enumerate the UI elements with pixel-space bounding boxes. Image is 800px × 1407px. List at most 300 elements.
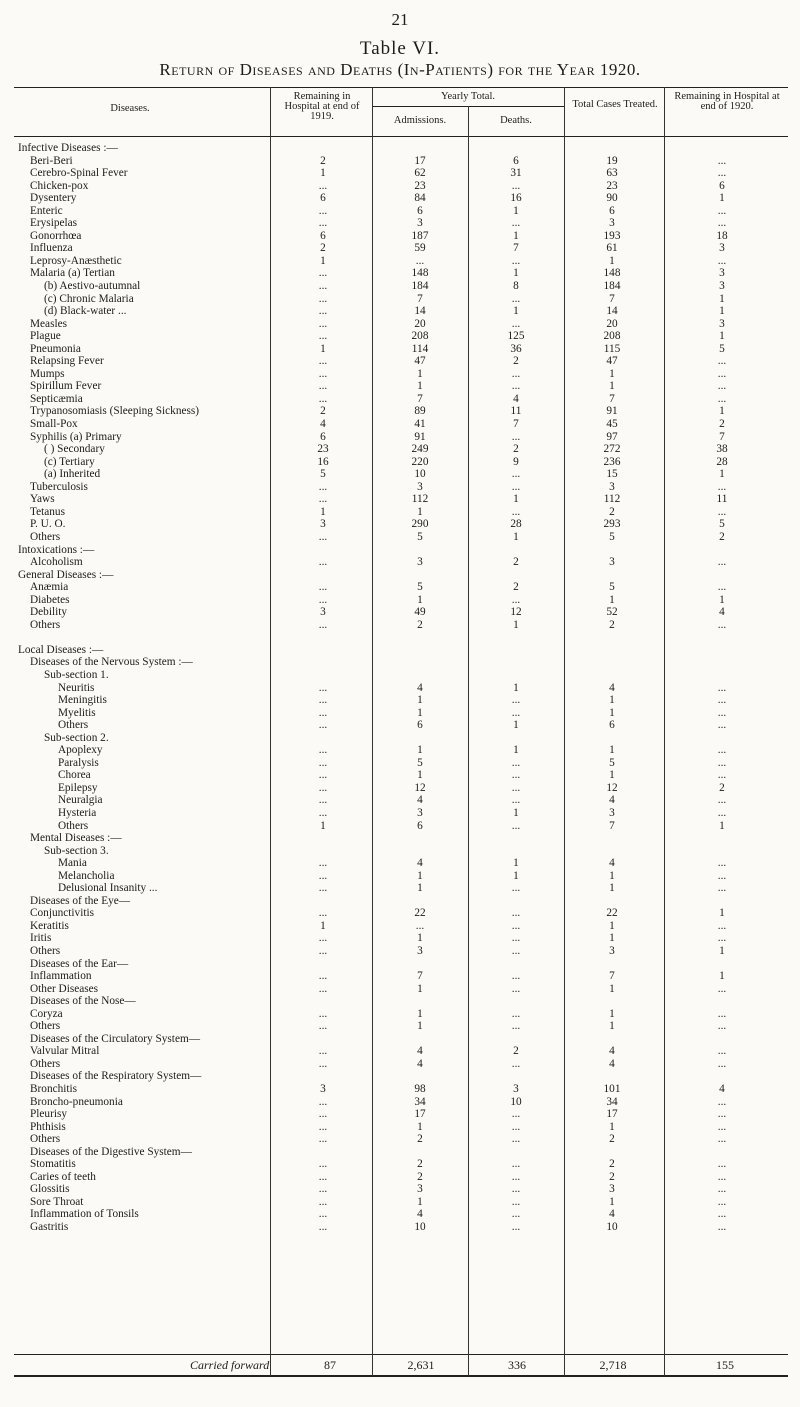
remaining-start-cell: ... [318, 618, 328, 631]
deaths-cell: 1 [513, 530, 519, 543]
header-remaining-start: Remaining in Hospital at end of 1919. [284, 91, 360, 122]
remaining-end-cell: ... [717, 794, 727, 807]
table-row [0, 932, 800, 945]
total-treated-cell: 97 [606, 430, 618, 443]
admissions-cell: 3 [417, 480, 423, 493]
admissions-cell: 49 [414, 606, 426, 619]
table-row [0, 594, 800, 607]
deaths-cell: ... [511, 593, 521, 606]
disease-name: Trypanosomiasis (Sleeping Sickness) [30, 405, 200, 418]
disease-name: Erysipelas [30, 217, 78, 230]
total-treated-cell: 115 [603, 342, 621, 355]
table-row [0, 1045, 800, 1058]
admissions-cell: 6 [417, 204, 423, 217]
disease-name: Phthisis [30, 1120, 66, 1133]
deaths-cell: 1 [513, 869, 519, 882]
total-treated-cell: 4 [609, 1208, 615, 1221]
remaining-start-cell: 6 [320, 430, 326, 443]
disease-name: Debility [30, 606, 68, 619]
remaining-start-cell: 3 [320, 518, 326, 531]
deaths-cell: ... [511, 1158, 521, 1171]
deaths-cell: ... [511, 292, 521, 305]
table-row [0, 581, 800, 594]
disease-name: (a) Inherited [44, 468, 101, 481]
disease-name: ( ) Secondary [44, 443, 105, 456]
table-row [0, 682, 800, 695]
deaths-cell: ... [511, 1020, 521, 1033]
admissions-cell: 59 [414, 242, 426, 255]
deaths-cell: ... [511, 706, 521, 719]
remaining-end-cell: 7 [719, 430, 725, 443]
deaths-cell: ... [511, 769, 521, 782]
deaths-cell: ... [511, 907, 521, 920]
remaining-end-cell: ... [717, 367, 727, 380]
admissions-cell: 208 [411, 330, 429, 343]
page-number: 21 [391, 10, 409, 29]
remaining-end-cell: ... [717, 1133, 727, 1146]
disease-name: Others [30, 945, 61, 957]
deaths-cell: 2 [513, 443, 519, 456]
deaths-cell: ... [511, 317, 521, 330]
admissions-cell: 2 [417, 1158, 423, 1171]
table-row [0, 907, 800, 920]
section-heading: Mental Diseases :— [30, 832, 122, 845]
admissions-cell: 14 [414, 305, 426, 318]
total-treated-cell: 2 [609, 618, 615, 631]
header-admissions: Admissions. [393, 115, 447, 126]
table-row [0, 945, 800, 958]
table-row [0, 368, 800, 381]
total-treated-cell: 293 [603, 518, 621, 531]
remaining-start-cell: ... [318, 1208, 328, 1221]
admissions-cell: 1 [417, 1195, 423, 1208]
table-row [0, 920, 800, 933]
total-treated-cell: 22 [606, 907, 618, 920]
disease-name: Mania [58, 857, 87, 870]
admissions-cell: 220 [411, 455, 429, 468]
deaths-cell: ... [511, 1007, 521, 1020]
table-row [0, 443, 800, 456]
section-heading-row [0, 569, 800, 582]
admissions-cell: 1 [417, 706, 423, 719]
remaining-start-cell: ... [318, 869, 328, 882]
total-treated-cell: 3 [609, 945, 615, 957]
table-row [0, 205, 800, 218]
section-heading: Infective Diseases :— [18, 142, 118, 154]
deaths-cell: ... [511, 367, 521, 380]
remaining-start-cell: ... [318, 781, 328, 794]
deaths-cell: 1 [513, 229, 519, 242]
remaining-start-cell: 4 [320, 418, 326, 431]
deaths-cell: ... [511, 919, 521, 932]
admissions-cell: 148 [411, 267, 429, 280]
total-treated-cell: 3 [609, 480, 615, 493]
admissions-cell: 114 [411, 342, 429, 355]
remaining-end-cell: ... [717, 1208, 727, 1221]
total-treated-cell: 4 [609, 857, 615, 870]
remaining-start-cell: ... [318, 806, 328, 819]
remaining-start-cell: 1 [320, 819, 326, 832]
table-row [0, 782, 800, 795]
admissions-cell: 23 [414, 179, 426, 192]
admissions-cell: 4 [417, 794, 423, 807]
totals-deaths: 336 [508, 1358, 526, 1372]
deaths-cell: ... [511, 1183, 521, 1196]
section-heading-row [0, 142, 800, 155]
remaining-end-cell: ... [717, 204, 727, 217]
deaths-cell: 4 [513, 392, 519, 405]
totals-remaining-start: 87 [324, 1358, 336, 1372]
deaths-cell: ... [511, 794, 521, 807]
admissions-cell: 62 [414, 167, 426, 180]
remaining-end-cell: 1 [719, 593, 725, 606]
total-treated-cell: 1 [609, 1007, 615, 1020]
disease-name: Paralysis [58, 756, 99, 769]
deaths-cell: 6 [513, 154, 519, 167]
table-row [0, 983, 800, 996]
deaths-cell: ... [511, 1133, 521, 1146]
table-row [0, 180, 800, 193]
disease-name: Others [58, 719, 89, 732]
remaining-end-cell: 4 [719, 1083, 725, 1096]
table-row [0, 1121, 800, 1134]
section-heading: Diseases of the Respiratory System— [30, 1070, 202, 1083]
section-heading-row [0, 895, 800, 908]
disease-name: Cerebro-Spinal Fever [30, 167, 128, 180]
admissions-cell: 1 [417, 744, 423, 757]
remaining-start-cell: 3 [320, 1083, 326, 1096]
remaining-end-cell: ... [717, 1007, 727, 1020]
section-heading: Diseases of the Eye— [30, 894, 131, 907]
disease-name: (b) Aestivo-autumnal [44, 280, 141, 293]
totals-remaining-end: 155 [716, 1358, 734, 1372]
deaths-cell: 1 [513, 204, 519, 217]
table-row [0, 506, 800, 519]
remaining-start-cell: ... [318, 317, 328, 330]
remaining-end-cell: 1 [719, 192, 725, 205]
disease-name: Septicæmia [30, 392, 83, 405]
table-row [0, 870, 800, 883]
total-treated-cell: 193 [603, 229, 621, 242]
total-treated-cell: 1 [609, 869, 615, 882]
table-row [0, 1196, 800, 1209]
deaths-cell: ... [511, 1170, 521, 1183]
remaining-end-cell: ... [717, 618, 727, 631]
table-row [0, 531, 800, 544]
remaining-end-cell: 3 [719, 242, 725, 255]
remaining-start-cell: 5 [320, 468, 326, 481]
disease-name: Enteric [30, 204, 63, 217]
admissions-cell: 4 [417, 1208, 423, 1221]
remaining-end-cell: ... [717, 505, 727, 518]
disease-name: Hysteria [58, 806, 97, 819]
disease-name: Chicken-pox [30, 179, 89, 192]
table-row [0, 255, 800, 268]
remaining-start-cell: ... [318, 367, 328, 380]
remaining-start-cell: ... [318, 1133, 328, 1146]
admissions-cell: 41 [414, 418, 426, 431]
remaining-start-cell: ... [318, 1221, 328, 1234]
disease-name: Other Diseases [30, 982, 99, 995]
disease-name: Conjunctivitis [30, 907, 95, 920]
total-treated-cell: 1 [609, 706, 615, 719]
remaining-start-cell: ... [318, 480, 328, 493]
total-treated-cell: 23 [606, 179, 618, 192]
deaths-cell: 8 [513, 280, 519, 293]
remaining-start-cell: 23 [317, 443, 329, 456]
remaining-end-cell: 1 [719, 405, 725, 418]
deaths-cell: 12 [510, 606, 522, 619]
table-row [0, 619, 800, 632]
disease-name: Keratitis [30, 919, 69, 932]
disease-name: Others [58, 819, 89, 832]
remaining-start-cell: ... [318, 1020, 328, 1033]
admissions-cell: 1 [417, 882, 423, 895]
disease-name: Delusional Insanity ... [58, 882, 158, 895]
disease-name: (c) Chronic Malaria [44, 292, 134, 305]
disease-name: (c) Tertiary [44, 455, 95, 468]
total-treated-cell: 15 [606, 468, 618, 481]
admissions-cell: 6 [417, 819, 423, 832]
remaining-end-cell: 1 [719, 468, 725, 481]
disease-name: Inflammation [30, 970, 92, 983]
remaining-end-cell: 3 [719, 317, 725, 330]
remaining-end-cell: ... [717, 932, 727, 945]
total-treated-cell: 90 [606, 192, 618, 205]
admissions-cell: 3 [417, 806, 423, 819]
section-heading: Diseases of the Digestive System— [30, 1145, 192, 1158]
table-row [0, 405, 800, 418]
total-treated-cell: 10 [606, 1221, 618, 1234]
disease-name: Stomatitis [30, 1158, 76, 1171]
remaining-start-cell: ... [318, 493, 328, 506]
disease-name: Beri-Beri [30, 154, 73, 167]
disease-name: Neuritis [58, 681, 95, 694]
remaining-start-cell: ... [318, 267, 328, 280]
admissions-cell: 3 [417, 556, 423, 569]
remaining-start-cell: ... [318, 581, 328, 594]
admissions-cell: 1 [417, 505, 423, 518]
total-treated-cell: 1 [609, 1195, 615, 1208]
total-treated-cell: 1 [609, 1120, 615, 1133]
section-heading: Local Diseases :— [18, 643, 104, 656]
remaining-start-cell: ... [318, 1108, 328, 1121]
table-row [0, 456, 800, 469]
deaths-cell: 1 [513, 681, 519, 694]
section-heading-row [0, 669, 800, 682]
deaths-cell: ... [511, 982, 521, 995]
disease-name: Relapsing Fever [30, 355, 104, 368]
disease-name: Broncho-pneumonia [30, 1095, 123, 1108]
remaining-start-cell: 2 [320, 154, 326, 167]
total-treated-cell: 272 [603, 443, 621, 456]
remaining-start-cell: ... [318, 706, 328, 719]
totals-admissions: 2,631 [407, 1358, 435, 1372]
total-treated-cell: 34 [606, 1095, 618, 1108]
remaining-end-cell: 4 [719, 606, 725, 619]
remaining-end-cell: ... [717, 744, 727, 757]
remaining-end-cell: 5 [719, 342, 725, 355]
table-row [0, 518, 800, 531]
remaining-end-cell: ... [717, 556, 727, 569]
total-treated-cell: 101 [603, 1083, 621, 1096]
total-treated-cell: 2 [609, 1170, 615, 1183]
table-row [0, 493, 800, 506]
disease-name: Glossitis [30, 1183, 70, 1196]
deaths-cell: 31 [510, 167, 522, 180]
remaining-end-cell: ... [717, 1095, 727, 1108]
remaining-end-cell: ... [717, 167, 727, 180]
deaths-cell: 1 [513, 719, 519, 732]
remaining-start-cell: ... [318, 593, 328, 606]
table-row [0, 167, 800, 180]
remaining-end-cell: ... [717, 806, 727, 819]
section-heading: Sub-section 1. [44, 668, 109, 681]
remaining-start-cell: ... [318, 907, 328, 920]
total-treated-cell: 1 [609, 593, 615, 606]
table-row [0, 1133, 800, 1146]
deaths-cell: ... [511, 970, 521, 983]
disease-name: Anæmia [30, 581, 69, 594]
deaths-cell: ... [511, 945, 521, 957]
total-treated-cell: 1 [609, 769, 615, 782]
admissions-cell: 290 [411, 518, 429, 531]
total-treated-cell: 1 [609, 694, 615, 707]
remaining-start-cell: ... [318, 945, 328, 957]
admissions-cell: ... [415, 919, 425, 932]
admissions-cell: 84 [414, 192, 426, 205]
admissions-cell: 3 [417, 217, 423, 230]
remaining-end-cell: ... [717, 380, 727, 393]
total-treated-cell: 61 [606, 242, 618, 255]
table-row [0, 1058, 800, 1071]
total-treated-cell: 17 [606, 1108, 618, 1121]
table-row [0, 1183, 800, 1196]
disease-name: Diabetes [30, 593, 70, 606]
disease-name: Gastritis [30, 1221, 69, 1234]
deaths-cell: 2 [513, 1045, 519, 1058]
admissions-cell: 4 [417, 681, 423, 694]
remaining-start-cell: 1 [320, 342, 326, 355]
section-heading: Diseases of the Ear— [30, 957, 129, 970]
deaths-cell: ... [511, 1120, 521, 1133]
remaining-end-cell: ... [717, 756, 727, 769]
table-row [0, 1208, 800, 1221]
table-row [0, 192, 800, 205]
disease-rows [0, 142, 800, 1234]
total-treated-cell: 4 [609, 794, 615, 807]
disease-name: (d) Black-water ... [44, 305, 127, 318]
disease-name: Iritis [30, 932, 52, 945]
admissions-cell: 17 [414, 154, 426, 167]
disease-name: Melancholia [58, 869, 115, 882]
admissions-cell: 2 [417, 618, 423, 631]
total-treated-cell: 47 [606, 355, 618, 368]
deaths-cell: 1 [513, 806, 519, 819]
admissions-cell: 1 [417, 1120, 423, 1133]
section-heading-row [0, 544, 800, 557]
admissions-cell: 112 [411, 493, 429, 506]
remaining-end-cell: ... [717, 1221, 727, 1234]
deaths-cell: 125 [507, 330, 525, 343]
admissions-cell: 4 [417, 1045, 423, 1058]
remaining-start-cell: ... [318, 719, 328, 732]
remaining-end-cell: 1 [719, 819, 725, 832]
total-treated-cell: 208 [603, 330, 621, 343]
remaining-end-cell: ... [717, 857, 727, 870]
remaining-start-cell: ... [318, 380, 328, 393]
table-row [0, 318, 800, 331]
admissions-cell: 12 [414, 781, 426, 794]
header-deaths: Deaths. [500, 115, 532, 126]
table-row [0, 217, 800, 230]
total-treated-cell: 1 [609, 1020, 615, 1033]
top-rule [14, 87, 788, 88]
remaining-end-cell: 1 [719, 292, 725, 305]
total-treated-cell: 112 [603, 493, 621, 506]
remaining-start-cell: ... [318, 681, 328, 694]
admissions-cell: 3 [417, 945, 423, 957]
admissions-cell: 1 [417, 380, 423, 393]
section-heading-row [0, 644, 800, 657]
table-row [0, 431, 800, 444]
total-treated-cell: 236 [603, 455, 621, 468]
disease-name: Sore Throat [30, 1195, 84, 1208]
deaths-cell: 3 [513, 1083, 519, 1096]
remaining-end-cell: 1 [719, 907, 725, 920]
admissions-cell: 10 [414, 468, 426, 481]
admissions-cell: 2 [417, 1170, 423, 1183]
disease-name: Meningitis [58, 694, 107, 707]
total-treated-cell: 1 [609, 254, 615, 267]
section-heading-row [0, 1146, 800, 1159]
table-row [0, 1008, 800, 1021]
disease-name: Yaws [30, 493, 55, 506]
total-treated-cell: 4 [609, 1045, 615, 1058]
remaining-end-cell: ... [717, 1183, 727, 1196]
total-treated-cell: 4 [609, 681, 615, 694]
remaining-start-cell: ... [318, 217, 328, 230]
remaining-end-cell: ... [717, 1170, 727, 1183]
deaths-cell: 1 [513, 305, 519, 318]
deaths-cell: 16 [510, 192, 522, 205]
table-row [0, 1171, 800, 1184]
section-heading-row [0, 995, 800, 1008]
section-heading-row [0, 832, 800, 845]
remaining-start-cell: ... [318, 970, 328, 983]
remaining-end-cell: 2 [719, 781, 725, 794]
table-row [0, 882, 800, 895]
table-row [0, 230, 800, 243]
table-row [0, 305, 800, 318]
remaining-end-cell: ... [717, 581, 727, 594]
deaths-cell: 1 [513, 744, 519, 757]
admissions-cell: 1 [417, 869, 423, 882]
remaining-end-cell: 5 [719, 518, 725, 531]
remaining-start-cell: ... [318, 932, 328, 945]
table-row [0, 155, 800, 168]
deaths-cell: ... [511, 1221, 521, 1234]
table-row [0, 769, 800, 782]
remaining-start-cell: ... [318, 1095, 328, 1108]
remaining-start-cell: ... [318, 204, 328, 217]
remaining-start-cell: ... [318, 292, 328, 305]
remaining-start-cell: 1 [320, 505, 326, 518]
section-heading: Diseases of the Circulatory System— [30, 1032, 201, 1045]
deaths-cell: 7 [513, 242, 519, 255]
remaining-end-cell: 2 [719, 530, 725, 543]
total-treated-cell: 2 [609, 1158, 615, 1171]
